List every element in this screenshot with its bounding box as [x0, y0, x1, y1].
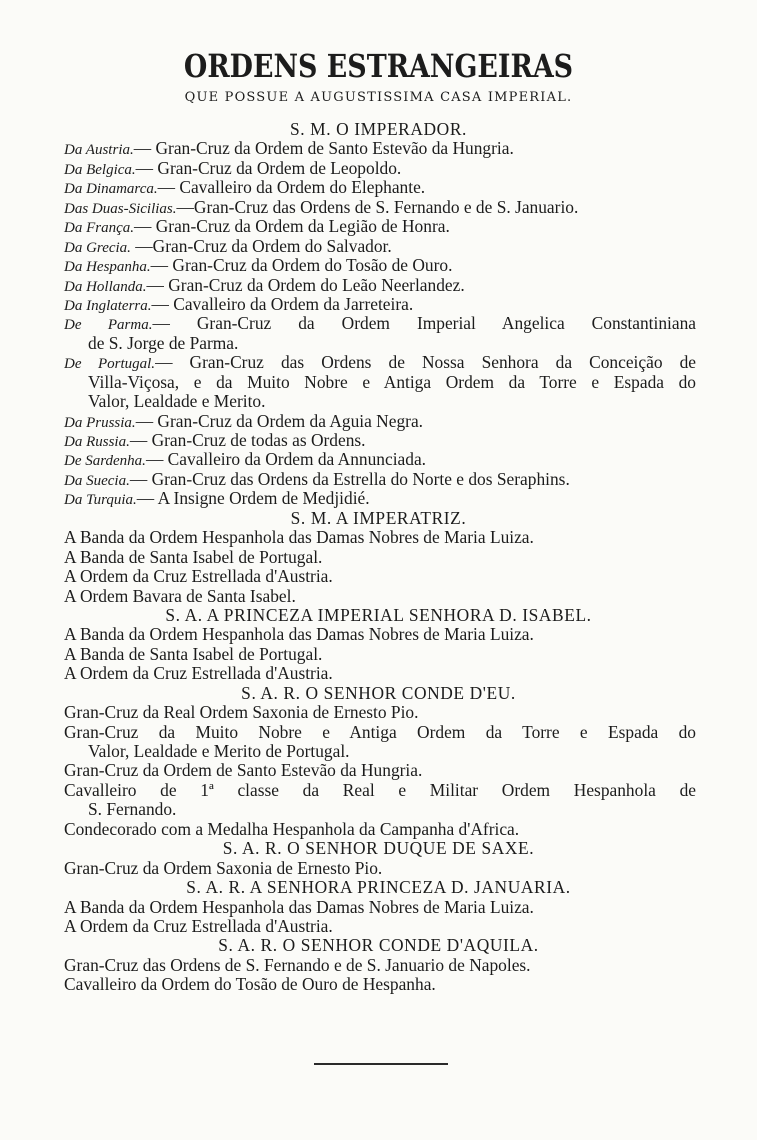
entry [64, 353, 696, 372]
country-name: Da Inglaterra. [64, 297, 152, 314]
country-name: Da Grecia. [64, 239, 131, 256]
entry-line [0, 178, 757, 197]
country-name: Da Prussia. [64, 414, 136, 431]
entry-text: A Banda da Ordem Hespanhola das Damas Nobres de Maria Luiza. [64, 527, 534, 548]
entry-line [0, 548, 757, 567]
entry-text: — Gran-Cruz da Ordem do Tosão de Ouro. [150, 255, 453, 276]
section-heading-text: S. A. R. O SENHOR CONDE D'EU. [241, 682, 516, 703]
entry-line [0, 450, 757, 469]
entry-line [0, 703, 757, 722]
entry-line [0, 314, 757, 333]
entry-continuation-line [0, 334, 757, 353]
entry-text: — Gran-Cruz da Ordem da Aguia Negra. [135, 410, 424, 431]
entry-line [0, 975, 757, 994]
country-name: Da Turquia. [64, 492, 137, 509]
entry-continuation: S. Fernando. [88, 799, 177, 820]
entry-text: Gran-Cruz da Ordem de Santo Estevão da Hungria. [64, 760, 423, 781]
country-name: Da Belgica. [64, 161, 136, 178]
entry-text: Gran-Cruz da Ordem Saxonia de Ernesto Pio. [64, 857, 383, 878]
entry-text: — Gran-Cruz da Ordem de Santo Estevão da Hungria. [133, 138, 514, 159]
entry-line [0, 295, 757, 314]
entry-text: — Gran-Cruz da Ordem Imperial Angelica Constantiniana [152, 314, 696, 334]
entry-line [0, 198, 757, 217]
entry [64, 664, 696, 683]
entry-line [0, 256, 757, 275]
entry [64, 723, 696, 742]
entry-text: A Ordem da Cruz Estrellada d'Austria. [64, 915, 333, 936]
entry-text: — Cavalleiro da Ordem da Jarreteira. [151, 293, 414, 314]
country-name: Da França. [64, 220, 134, 237]
entry-text: Gran-Cruz da Real Ordem Saxonia de Ernesto Pio. [64, 702, 419, 723]
entry-text: — Gran-Cruz das Ordens da Estrella do Norte e dos Seraphins. [129, 468, 570, 489]
entry-line [0, 353, 757, 372]
entry-text: Cavalleiro da Ordem do Tosão de Ouro de Hespanha. [64, 974, 436, 995]
entry-line [0, 528, 757, 547]
entry-line [0, 139, 757, 158]
section-heading-text: S. M. O IMPERADOR. [289, 119, 467, 139]
section-heading-text: S. A. R. O SENHOR DUQUE DE SAXE. [222, 838, 535, 859]
entry-text: — Gran-Cruz da Ordem de Leopoldo. [135, 157, 402, 178]
entry [64, 898, 696, 917]
section-heading-text: S. M. A IMPERATRIZ. [290, 507, 467, 528]
entry [64, 295, 696, 316]
entry-line [0, 761, 757, 780]
entry-text: —Gran-Cruz da Ordem do Salvador. [130, 235, 392, 256]
entry [64, 956, 696, 975]
entry-continuation-line [0, 742, 757, 761]
country-name: Da Austria. [64, 142, 134, 159]
entry [64, 781, 696, 800]
section-heading [0, 936, 757, 955]
section-heading-text: S. A. R. A SENHORA PRINCEZA D. JANUARIA. [186, 877, 571, 898]
entry-line [0, 859, 757, 878]
entry [64, 625, 696, 644]
entry [64, 314, 696, 333]
page-subtitle: QUE POSSUE A AUGUSTISSIMA CASA IMPERIAL. [184, 90, 573, 105]
entry-line [0, 587, 757, 606]
entry-continuation: de S. Jorge de Parma. [88, 332, 239, 353]
entry [64, 587, 696, 606]
entry-text: A Banda de Santa Isabel de Portugal. [64, 546, 323, 567]
entry [64, 917, 696, 936]
country-name: De Parma. [64, 317, 153, 334]
entry-line [0, 217, 757, 236]
entry-text: Gran-Cruz da Muito Nobre e Antiga Ordem da Torre e Espada do [64, 722, 696, 742]
entry-text: A Ordem da Cruz Estrellada d'Austria. [64, 566, 333, 587]
entry-text: — Gran-Cruz da Ordem do Leão Neerlandez. [146, 274, 465, 295]
entry-continuation: Villa-Viçosa, e da Muito Nobre e Antiga Ordem da Torre e Espada do [88, 372, 696, 392]
section-heading [0, 684, 757, 703]
entry-continuation: Valor, Lealdade e Merito. [88, 391, 266, 412]
entry-text: — Gran-Cruz das Ordens de Nossa Senhora da Conceição de [155, 353, 696, 373]
section-heading-text: S. A. A PRINCEZA IMPERIAL SENHORA D. ISABEL. [165, 604, 592, 625]
entry [64, 645, 696, 664]
entry-text: — Cavalleiro da Ordem do Elephante. [157, 177, 426, 198]
entry-line [0, 781, 757, 800]
country-name: De Portugal. [64, 356, 156, 373]
entry-line [0, 820, 757, 839]
country-name: Da Russia. [64, 434, 130, 450]
entry-line [0, 645, 757, 664]
entry-text: — Gran-Cruz de todas as Ordens. [129, 430, 366, 450]
entry [64, 703, 696, 722]
entry-continuation: Valor, Lealdade e Merito de Portugal. [88, 741, 350, 761]
entry-text: A Ordem Bavara de Santa Isabel. [64, 585, 296, 606]
country-name: Da Hollanda. [64, 278, 147, 295]
entry-continuation-line [0, 392, 757, 411]
entry-text: —Gran-Cruz das Ordens de S. Fernando e de S. Januario. [176, 196, 579, 217]
country-name: Das Duas-Sicilias. [64, 200, 177, 217]
entry [64, 975, 696, 994]
country-name: De Sardenha. [64, 453, 146, 470]
entry-text: — Gran-Cruz da Ordem da Legião de Honra. [134, 216, 450, 237]
entry-text: — Cavalleiro da Ordem da Annunciada. [145, 449, 427, 470]
entry-line [0, 237, 757, 256]
entry [64, 528, 696, 547]
entry-line [0, 470, 757, 489]
entry-line [0, 489, 757, 508]
country-name: Da Hespanha. [64, 259, 151, 276]
section-heading-text: S. A. R. O SENHOR CONDE D'AQUILA. [218, 935, 539, 956]
entry-line [0, 664, 757, 683]
entry-text: Cavalleiro de 1ª classe da Real e Militar Ordem Hespanhola de [64, 780, 696, 800]
entry-line [0, 625, 757, 644]
country-name: Da Dinamarca. [64, 181, 158, 198]
section-heading [0, 839, 757, 858]
document-body [0, 120, 757, 995]
entry-line [0, 159, 757, 178]
section-heading [0, 120, 757, 139]
entry-continuation-line [0, 800, 757, 819]
entry-text: Condecorado com a Medalha Hespanhola da Campanha d'Africa. [64, 818, 520, 839]
section-heading [0, 509, 757, 528]
entry [64, 859, 696, 878]
entry-line [0, 956, 757, 975]
entry-text: Gran-Cruz das Ordens de S. Fernando e de S. Januario de Napoles. [64, 954, 531, 975]
entry-line [0, 431, 757, 450]
entry-text: — A Insigne Ordem de Medjidié. [136, 488, 370, 509]
entry [64, 548, 696, 567]
entry-line [0, 276, 757, 295]
section-heading [0, 878, 757, 897]
entry-line [0, 412, 757, 431]
entry [64, 761, 696, 780]
entry-text: A Banda da Ordem Hespanhola das Damas Nobres de Maria Luiza. [64, 896, 534, 917]
entry-continuation-line [0, 373, 757, 392]
entry-text: A Banda da Ordem Hespanhola das Damas Nobres de Maria Luiza. [64, 624, 534, 645]
entry-line [0, 723, 757, 742]
section-heading [0, 606, 757, 625]
entry-line [0, 898, 757, 917]
closing-rule [314, 1063, 448, 1065]
entry-line [0, 917, 757, 936]
entry [64, 567, 696, 586]
entry [64, 820, 696, 839]
country-name: Da Suecia. [64, 472, 130, 489]
entry-line [0, 567, 757, 586]
entry-text: A Banda de Santa Isabel de Portugal. [64, 643, 323, 664]
entry-text: A Ordem da Cruz Estrellada d'Austria. [64, 663, 333, 684]
page-title: ORDENS ESTRANGEIRAS [183, 47, 574, 85]
